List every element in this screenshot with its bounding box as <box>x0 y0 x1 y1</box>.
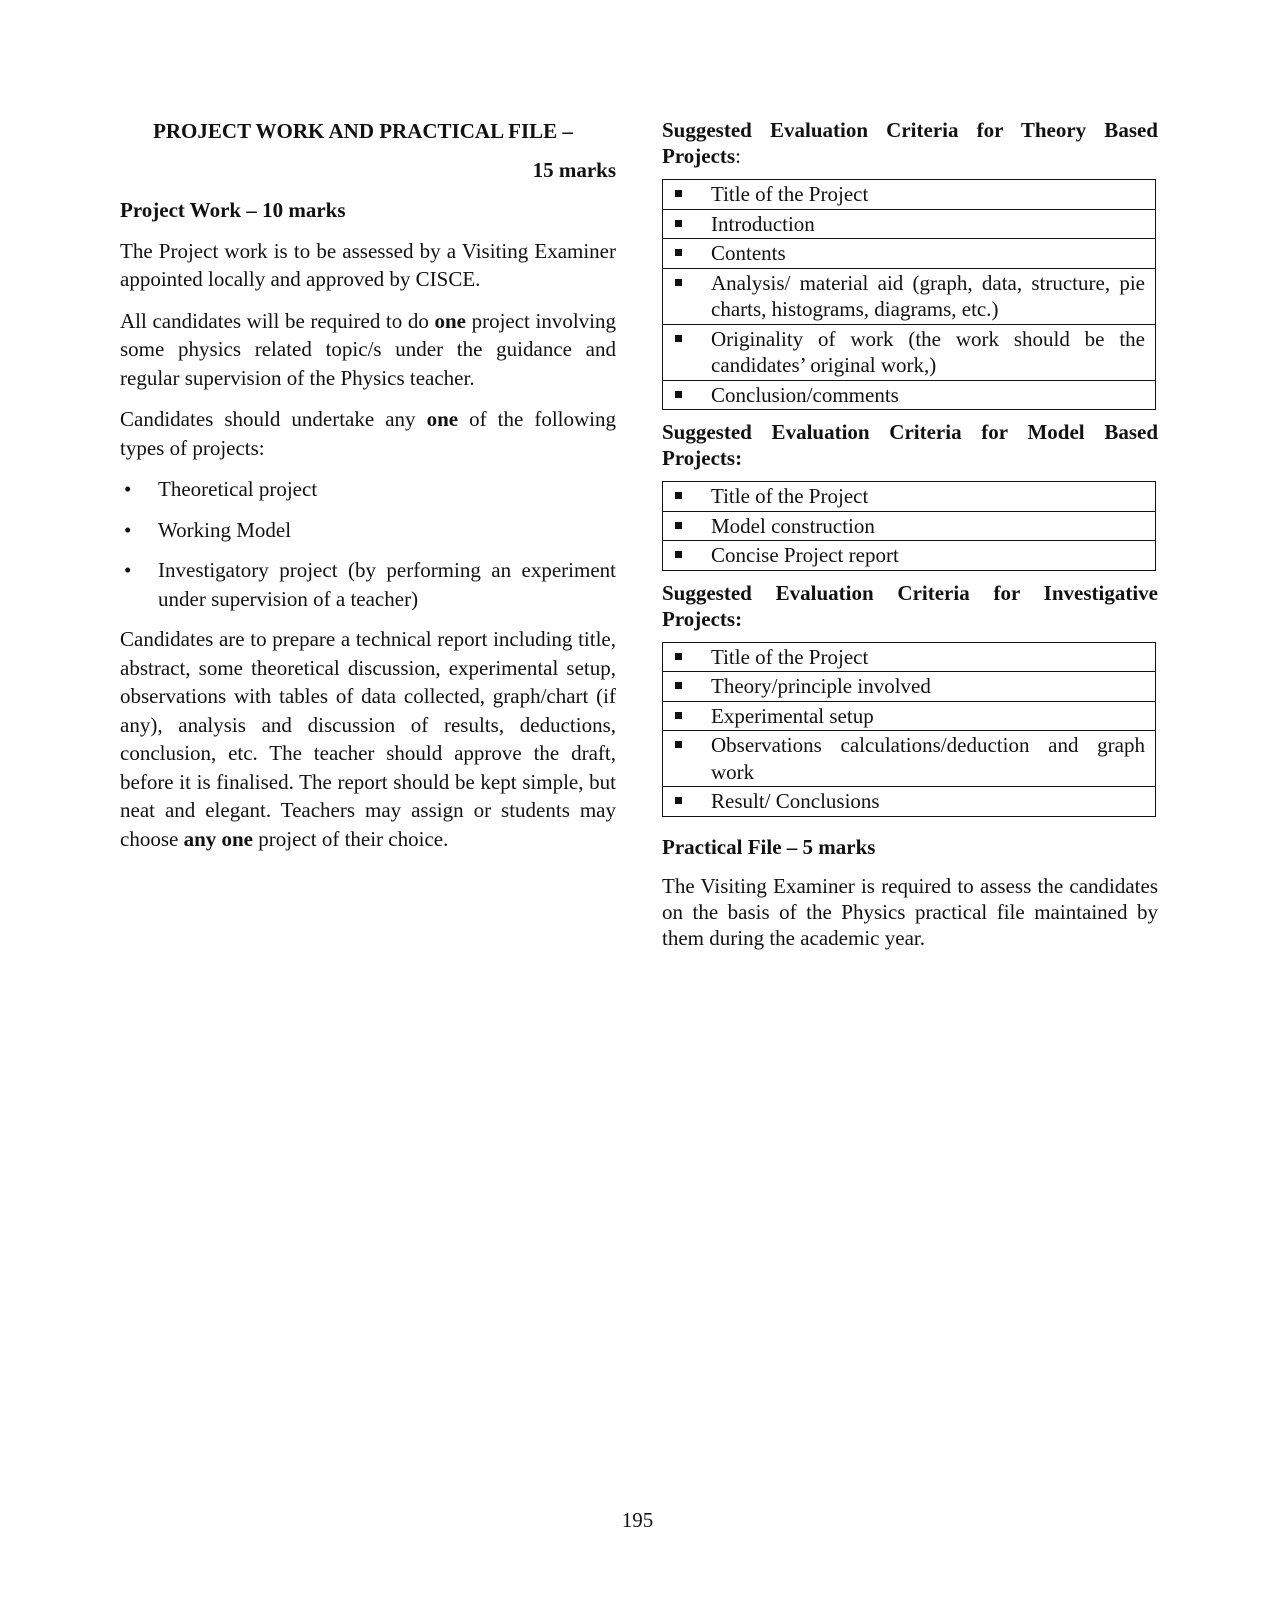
section-title-marks: 15 marks <box>532 157 616 182</box>
square-bullet-icon <box>675 279 682 286</box>
bullet-icon: • <box>124 558 132 582</box>
model-criteria-table <box>662 481 1156 571</box>
table-row: Originality of work (the work should be the candidates’ original work,) <box>663 324 1156 380</box>
list-item: • Theoretical project <box>120 475 616 504</box>
table-row: Contents <box>663 239 1156 269</box>
practical-file-heading: Practical File – 5 marks <box>662 834 876 859</box>
square-bullet-icon <box>675 653 682 660</box>
square-bullet-icon <box>675 220 682 227</box>
square-bullet-icon <box>675 797 682 804</box>
table-row: Theory/principle involved <box>663 672 1156 702</box>
left-column <box>120 117 616 866</box>
practical-file-paragraph: The Visiting Examiner is required to assess the candidates on the basis of the Physics practical file maintained by them during the academic year. <box>662 874 1158 950</box>
section-title: PROJECT WORK AND PRACTICAL FILE – <box>153 119 573 143</box>
square-bullet-icon <box>675 741 682 748</box>
table-row: Title of the Project <box>663 482 1156 512</box>
theory-criteria-heading: Suggested Evaluation Criteria for Theory Based Projects: <box>662 118 1158 168</box>
square-bullet-icon <box>675 249 682 256</box>
square-bullet-icon <box>675 492 682 499</box>
square-bullet-icon <box>675 551 682 558</box>
square-bullet-icon <box>675 522 682 529</box>
model-criteria-heading: Suggested Evaluation Criteria for Model Based Projects: <box>662 420 1158 470</box>
paragraph-assessment: The Project work is to be assessed by a Visiting Examiner appointed locally and approved by CISCE. <box>120 238 616 291</box>
investigative-criteria-table <box>662 642 1156 817</box>
table-row: Model construction <box>663 511 1156 541</box>
investigative-criteria-heading: Suggested Evaluation Criteria for Investigative Projects: <box>662 580 1158 631</box>
square-bullet-icon <box>675 335 682 342</box>
table-row: Result/ Conclusions <box>663 787 1156 817</box>
table-row: Concise Project report <box>663 541 1156 571</box>
paragraph-project-types: Candidates should undertake any one of the following types of projects: <box>120 407 616 460</box>
table-row: Introduction <box>663 209 1156 239</box>
table-row: Conclusion/comments <box>663 380 1156 410</box>
bullet-icon: • <box>124 517 132 542</box>
page-number: 195 <box>621 1508 654 1532</box>
square-bullet-icon <box>675 712 682 719</box>
paragraph-report: Candidates are to prepare a technical report including title, abstract, some theoretical discussion, experimental setup, observations with tables of data collected, graph/chart (if any), analysis and discussion of results, deductions, conclusion, etc. The teacher should approve the draft, before it is finalised. The report should be kept simple, but neat and elegant. Teachers may assign or students may choose any one project of their choice. <box>120 627 616 851</box>
project-types-list <box>120 475 616 613</box>
theory-criteria-table <box>662 179 1156 410</box>
project-work-heading: Project Work – 10 marks <box>120 198 346 222</box>
table-row: Title of the Project <box>663 180 1156 210</box>
table-row: Title of the Project <box>663 642 1156 672</box>
bullet-icon: • <box>124 477 132 501</box>
table-row: Experimental setup <box>663 701 1156 731</box>
square-bullet-icon <box>675 682 682 689</box>
paragraph-requirement: All candidates will be required to do one project involving some physics related topic/s under the guidance and regular supervision of the Physics teacher. <box>120 308 616 390</box>
list-item: • Investigatory project (by performing an experiment under supervision of a teacher) <box>124 558 616 611</box>
square-bullet-icon <box>675 391 682 398</box>
right-column <box>662 117 1158 951</box>
list-item: • Working Model <box>120 516 616 545</box>
table-row: Observations calculations/deduction and graph work <box>663 731 1156 787</box>
square-bullet-icon <box>675 190 682 197</box>
table-row: Analysis/ material aid (graph, data, structure, pie charts, histograms, diagrams, etc.) <box>663 268 1156 324</box>
